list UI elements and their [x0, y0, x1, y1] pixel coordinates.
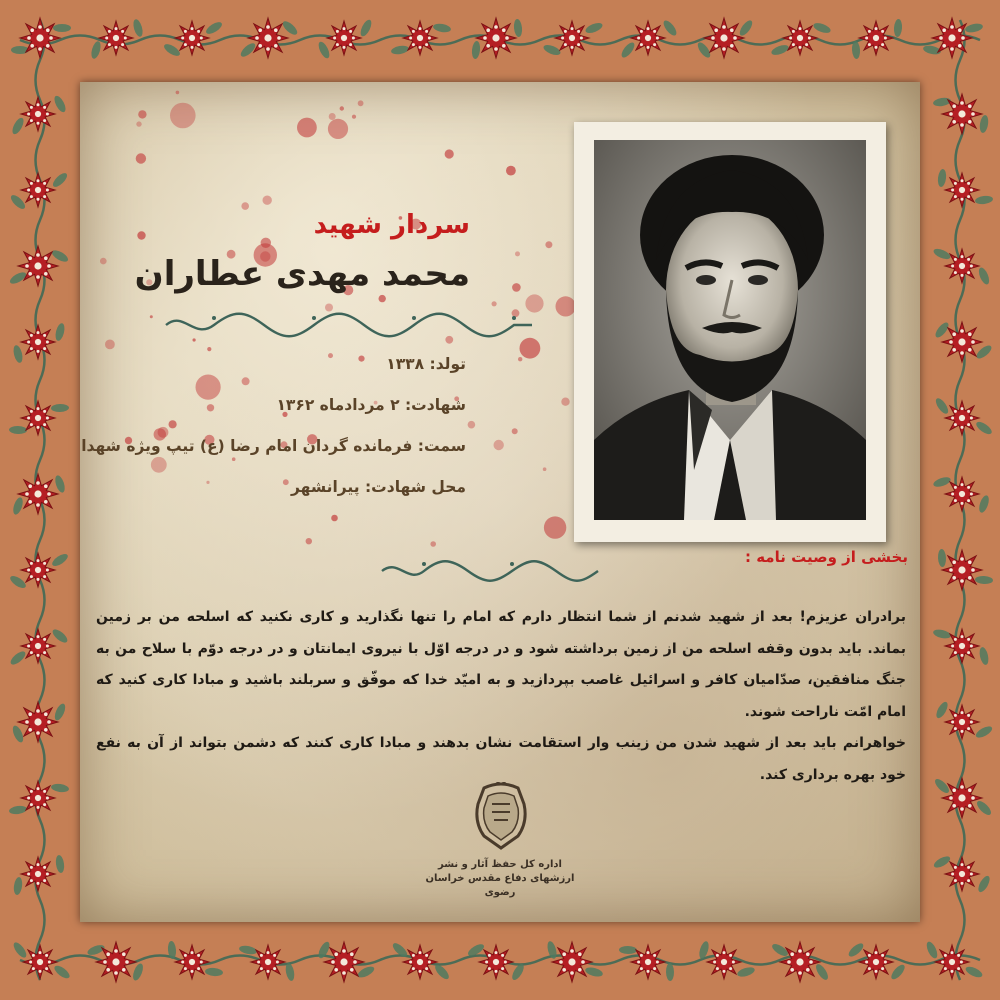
- leaf-ornament: [737, 18, 754, 37]
- splatter-dot: [544, 516, 566, 538]
- leaf-ornament: [933, 777, 951, 795]
- flower-icon: [21, 781, 55, 815]
- portrait-illustration: [594, 140, 866, 520]
- splatter-dot: [468, 421, 476, 429]
- splatter-dot: [352, 115, 356, 119]
- leaf-ornament: [53, 474, 66, 494]
- splatter-dot: [328, 119, 348, 139]
- splatter-dot: [263, 196, 272, 205]
- leaf-ornament: [11, 46, 29, 54]
- leaf-ornament: [131, 962, 145, 982]
- leaf-ornament: [51, 783, 70, 793]
- martyr-name: محمد مهدی عطاران: [134, 254, 470, 294]
- splatter-dot: [561, 398, 569, 406]
- martyrdom-date: شهادت: ۲ مردادماه ۱۳۶۲: [276, 396, 466, 414]
- organization-name: [410, 858, 590, 900]
- will-heading: بخشی از وصیت نامه :: [744, 548, 908, 566]
- flower-icon: [18, 702, 58, 742]
- flower-icon: [783, 21, 817, 55]
- portrait-photo: [594, 140, 866, 520]
- flower-icon: [942, 94, 982, 134]
- leaf-ornament: [964, 22, 983, 34]
- leaf-ornament: [979, 114, 990, 133]
- flower-icon: [942, 778, 982, 818]
- splatter-dot: [137, 231, 145, 239]
- leaf-ornament: [619, 40, 636, 59]
- flower-icon: [945, 477, 979, 511]
- martyrdom-place: محل شهادت: پیرانشهر: [291, 478, 466, 496]
- leaf-ornament: [513, 19, 523, 38]
- splatter-dot: [138, 110, 146, 118]
- leaf-ornament: [934, 700, 950, 720]
- splatter-dot: [430, 541, 436, 547]
- leaf-ornament: [619, 946, 637, 954]
- flower-icon: [175, 21, 209, 55]
- wave-divider-top: [164, 312, 534, 338]
- leaf-ornament: [52, 963, 71, 980]
- flower-icon: [21, 325, 55, 359]
- flower-icon: [20, 18, 60, 58]
- flower-icon: [327, 21, 361, 55]
- leaf-ornament: [10, 116, 26, 136]
- flower-icon: [555, 21, 589, 55]
- will-paragraph: خواهرانم باید بعد از شهید شدن من زینب وار استقامت نشان بدهند و مبادا کاری کنند که دشمن بتواند از آن به نفع خود بهره برداری کند.: [96, 735, 906, 783]
- splatter-dot: [515, 251, 520, 256]
- will-excerpt: [96, 602, 906, 791]
- leaf-ornament: [584, 21, 604, 35]
- leaf-ornament: [542, 43, 562, 57]
- leaf-ornament: [90, 40, 103, 60]
- leaf-ornament: [54, 322, 66, 341]
- flower-icon: [18, 474, 58, 514]
- splatter-dot: [193, 338, 196, 341]
- flower-icon: [403, 21, 437, 55]
- leaf-ornament: [978, 646, 990, 665]
- flower-icon: [552, 942, 592, 982]
- leaf-ornament: [9, 649, 28, 667]
- flower-icon: [476, 18, 516, 58]
- flower-icon: [859, 21, 893, 55]
- leaf-ornament: [976, 874, 992, 894]
- leaf-ornament: [974, 343, 993, 361]
- leaf-ornament: [925, 940, 940, 960]
- leaf-ornament: [205, 967, 224, 977]
- wave-divider-bottom: [380, 558, 600, 584]
- leaf-ornament: [932, 628, 951, 640]
- leaf-ornament: [50, 552, 69, 569]
- splatter-dot: [556, 296, 576, 316]
- flower-icon: [21, 629, 55, 663]
- flower-icon: [21, 553, 55, 587]
- splatter-dot: [340, 106, 344, 110]
- flower-icon: [99, 21, 133, 55]
- leaf-ornament: [661, 18, 678, 37]
- position: سمت: فرمانده گردان امام رضا (ع) تیپ ویژه شهدا: [81, 437, 466, 455]
- splatter-dot: [543, 467, 547, 471]
- flower-icon: [859, 945, 893, 979]
- flower-icon: [945, 401, 979, 435]
- flower-icon: [945, 629, 979, 663]
- leaf-ornament: [316, 40, 331, 60]
- splatter-dot: [492, 301, 497, 306]
- flower-icon: [23, 945, 57, 979]
- leaf-ornament: [975, 195, 994, 205]
- organization-line: رضوی: [484, 887, 516, 898]
- leaf-ornament: [471, 41, 481, 60]
- flower-icon: [18, 246, 58, 286]
- splatter-dot: [379, 295, 386, 302]
- biography-info: [81, 344, 466, 508]
- flower-icon: [945, 857, 979, 891]
- leaf-ornament: [9, 805, 28, 815]
- splatter-dot: [445, 149, 454, 158]
- splatter-dot: [512, 428, 518, 434]
- leaf-ornament: [204, 20, 224, 36]
- flower-icon: [942, 550, 982, 590]
- organization-line: اداره کل حفظ آثار و نشر: [438, 859, 562, 870]
- flower-icon: [942, 322, 982, 362]
- flower-icon: [21, 97, 55, 131]
- will-paragraph: برادران عزیزم! بعد از شهید شدنم از شما انتظار دارم که امام را تنها نگذارید و کاری نکنید که اسلحه من بر زمین بماند. باید بدون وقفه اسلحه من از زمین برداشته شود و در درجه اوّل با نیروی ایمانتان و در درجه دوّم با سلاح من به جنگ منافقین، صدّامیان کافر و اسرائیل غاصب بپردازید و به امیّد خدا که موفّق و سربلند باشید و مبادا کاری کنید که امام امّت ناراحت شوند.: [96, 609, 906, 720]
- rank-title: سردار شهید: [313, 210, 470, 240]
- leaf-ornament: [934, 396, 951, 415]
- flower-icon: [945, 705, 979, 739]
- leaf-ornament: [162, 42, 182, 58]
- leaf-ornament: [932, 475, 952, 488]
- flower-icon: [324, 942, 364, 982]
- splatter-dot: [325, 304, 333, 312]
- flower-icon: [945, 173, 979, 207]
- leaf-ornament: [55, 855, 65, 874]
- leaf-ornament: [9, 193, 28, 211]
- leaf-ornament: [390, 44, 409, 55]
- leaf-ornament: [770, 43, 790, 57]
- splatter-dot: [518, 357, 522, 361]
- leaf-ornament: [977, 266, 991, 286]
- organization-emblem-icon: [456, 782, 546, 852]
- flower-icon: [932, 18, 972, 58]
- organization-line: ارزشهای دفاع مقدس خراسان: [425, 873, 575, 884]
- leaf-ornament: [889, 963, 907, 982]
- flower-icon: [21, 401, 55, 435]
- flower-icon: [479, 945, 513, 979]
- splatter-dot: [150, 315, 153, 318]
- leaf-ornament: [964, 965, 984, 980]
- leaf-ornament: [8, 574, 27, 591]
- leaf-ornament: [893, 19, 902, 38]
- leaf-ornament: [937, 169, 947, 188]
- splatter-dot: [100, 258, 107, 265]
- leaf-ornament: [847, 941, 866, 959]
- flower-icon: [403, 945, 437, 979]
- leaf-ornament: [12, 344, 24, 363]
- leaf-ornament: [238, 944, 257, 955]
- splatter-dot: [136, 153, 146, 163]
- leaf-ornament: [695, 40, 712, 59]
- flower-icon: [945, 249, 979, 283]
- leaf-ornament: [13, 877, 23, 896]
- leaf-ornament: [53, 24, 71, 32]
- splatter-dot: [331, 515, 338, 522]
- splatter-dot: [358, 100, 364, 106]
- leaf-ornament: [9, 426, 27, 435]
- flower-icon: [251, 945, 285, 979]
- birth-year: تولد: ۱۳۳۸: [386, 355, 466, 373]
- flower-icon: [248, 18, 288, 58]
- leaf-ornament: [358, 18, 373, 38]
- flower-icon: [631, 945, 665, 979]
- splatter-dot: [520, 338, 541, 359]
- leaf-ornament: [51, 627, 70, 645]
- leaf-ornament: [975, 576, 993, 585]
- splatter-dot: [306, 538, 312, 544]
- flower-icon: [175, 945, 209, 979]
- flower-icon: [631, 21, 665, 55]
- splatter-dot: [170, 103, 196, 129]
- splatter-dot: [329, 113, 336, 120]
- flower-icon: [21, 173, 55, 207]
- leaf-ornament: [50, 248, 70, 264]
- flower-icon: [707, 945, 741, 979]
- leaf-ornament: [52, 94, 68, 114]
- leaf-ornament: [356, 964, 376, 979]
- splatter-dot: [525, 294, 543, 312]
- leaf-ornament: [281, 19, 300, 37]
- flower-icon: [21, 857, 55, 891]
- leaf-ornament: [51, 404, 69, 413]
- portrait-photo-frame: [574, 122, 886, 542]
- splatter-dot: [241, 202, 249, 210]
- leaf-ornament: [975, 799, 993, 817]
- leaf-ornament: [933, 320, 951, 339]
- flower-icon: [96, 942, 136, 982]
- splatter-dot: [494, 440, 504, 450]
- splatter-dot: [512, 283, 521, 292]
- leaf-ornament: [666, 963, 674, 981]
- splatter-dot: [545, 241, 552, 248]
- leaf-ornament: [932, 247, 952, 261]
- leaf-ornament: [584, 966, 603, 978]
- flower-icon: [780, 942, 820, 982]
- leaf-ornament: [812, 21, 832, 35]
- leaf-ornament: [432, 22, 451, 33]
- leaf-ornament: [977, 494, 990, 514]
- leaf-ornament: [53, 702, 68, 722]
- leaf-ornament: [11, 940, 28, 959]
- leaf-ornament: [814, 962, 831, 981]
- splatter-dot: [297, 118, 317, 138]
- parchment-panel: [80, 82, 920, 922]
- leaf-ornament: [132, 18, 145, 38]
- leaf-ornament: [11, 724, 26, 744]
- splatter-dot: [176, 91, 180, 95]
- splatter-dot: [506, 166, 516, 176]
- leaf-ornament: [974, 420, 993, 437]
- leaf-ornament: [51, 171, 70, 189]
- leaf-ornament: [974, 724, 994, 740]
- leaf-ornament: [932, 854, 952, 870]
- leaf-ornament: [736, 966, 756, 979]
- leaf-ornament: [11, 496, 24, 516]
- flower-icon: [704, 18, 744, 58]
- splatter-dot: [136, 121, 141, 126]
- flower-icon: [935, 945, 969, 979]
- leaf-ornament: [938, 549, 947, 567]
